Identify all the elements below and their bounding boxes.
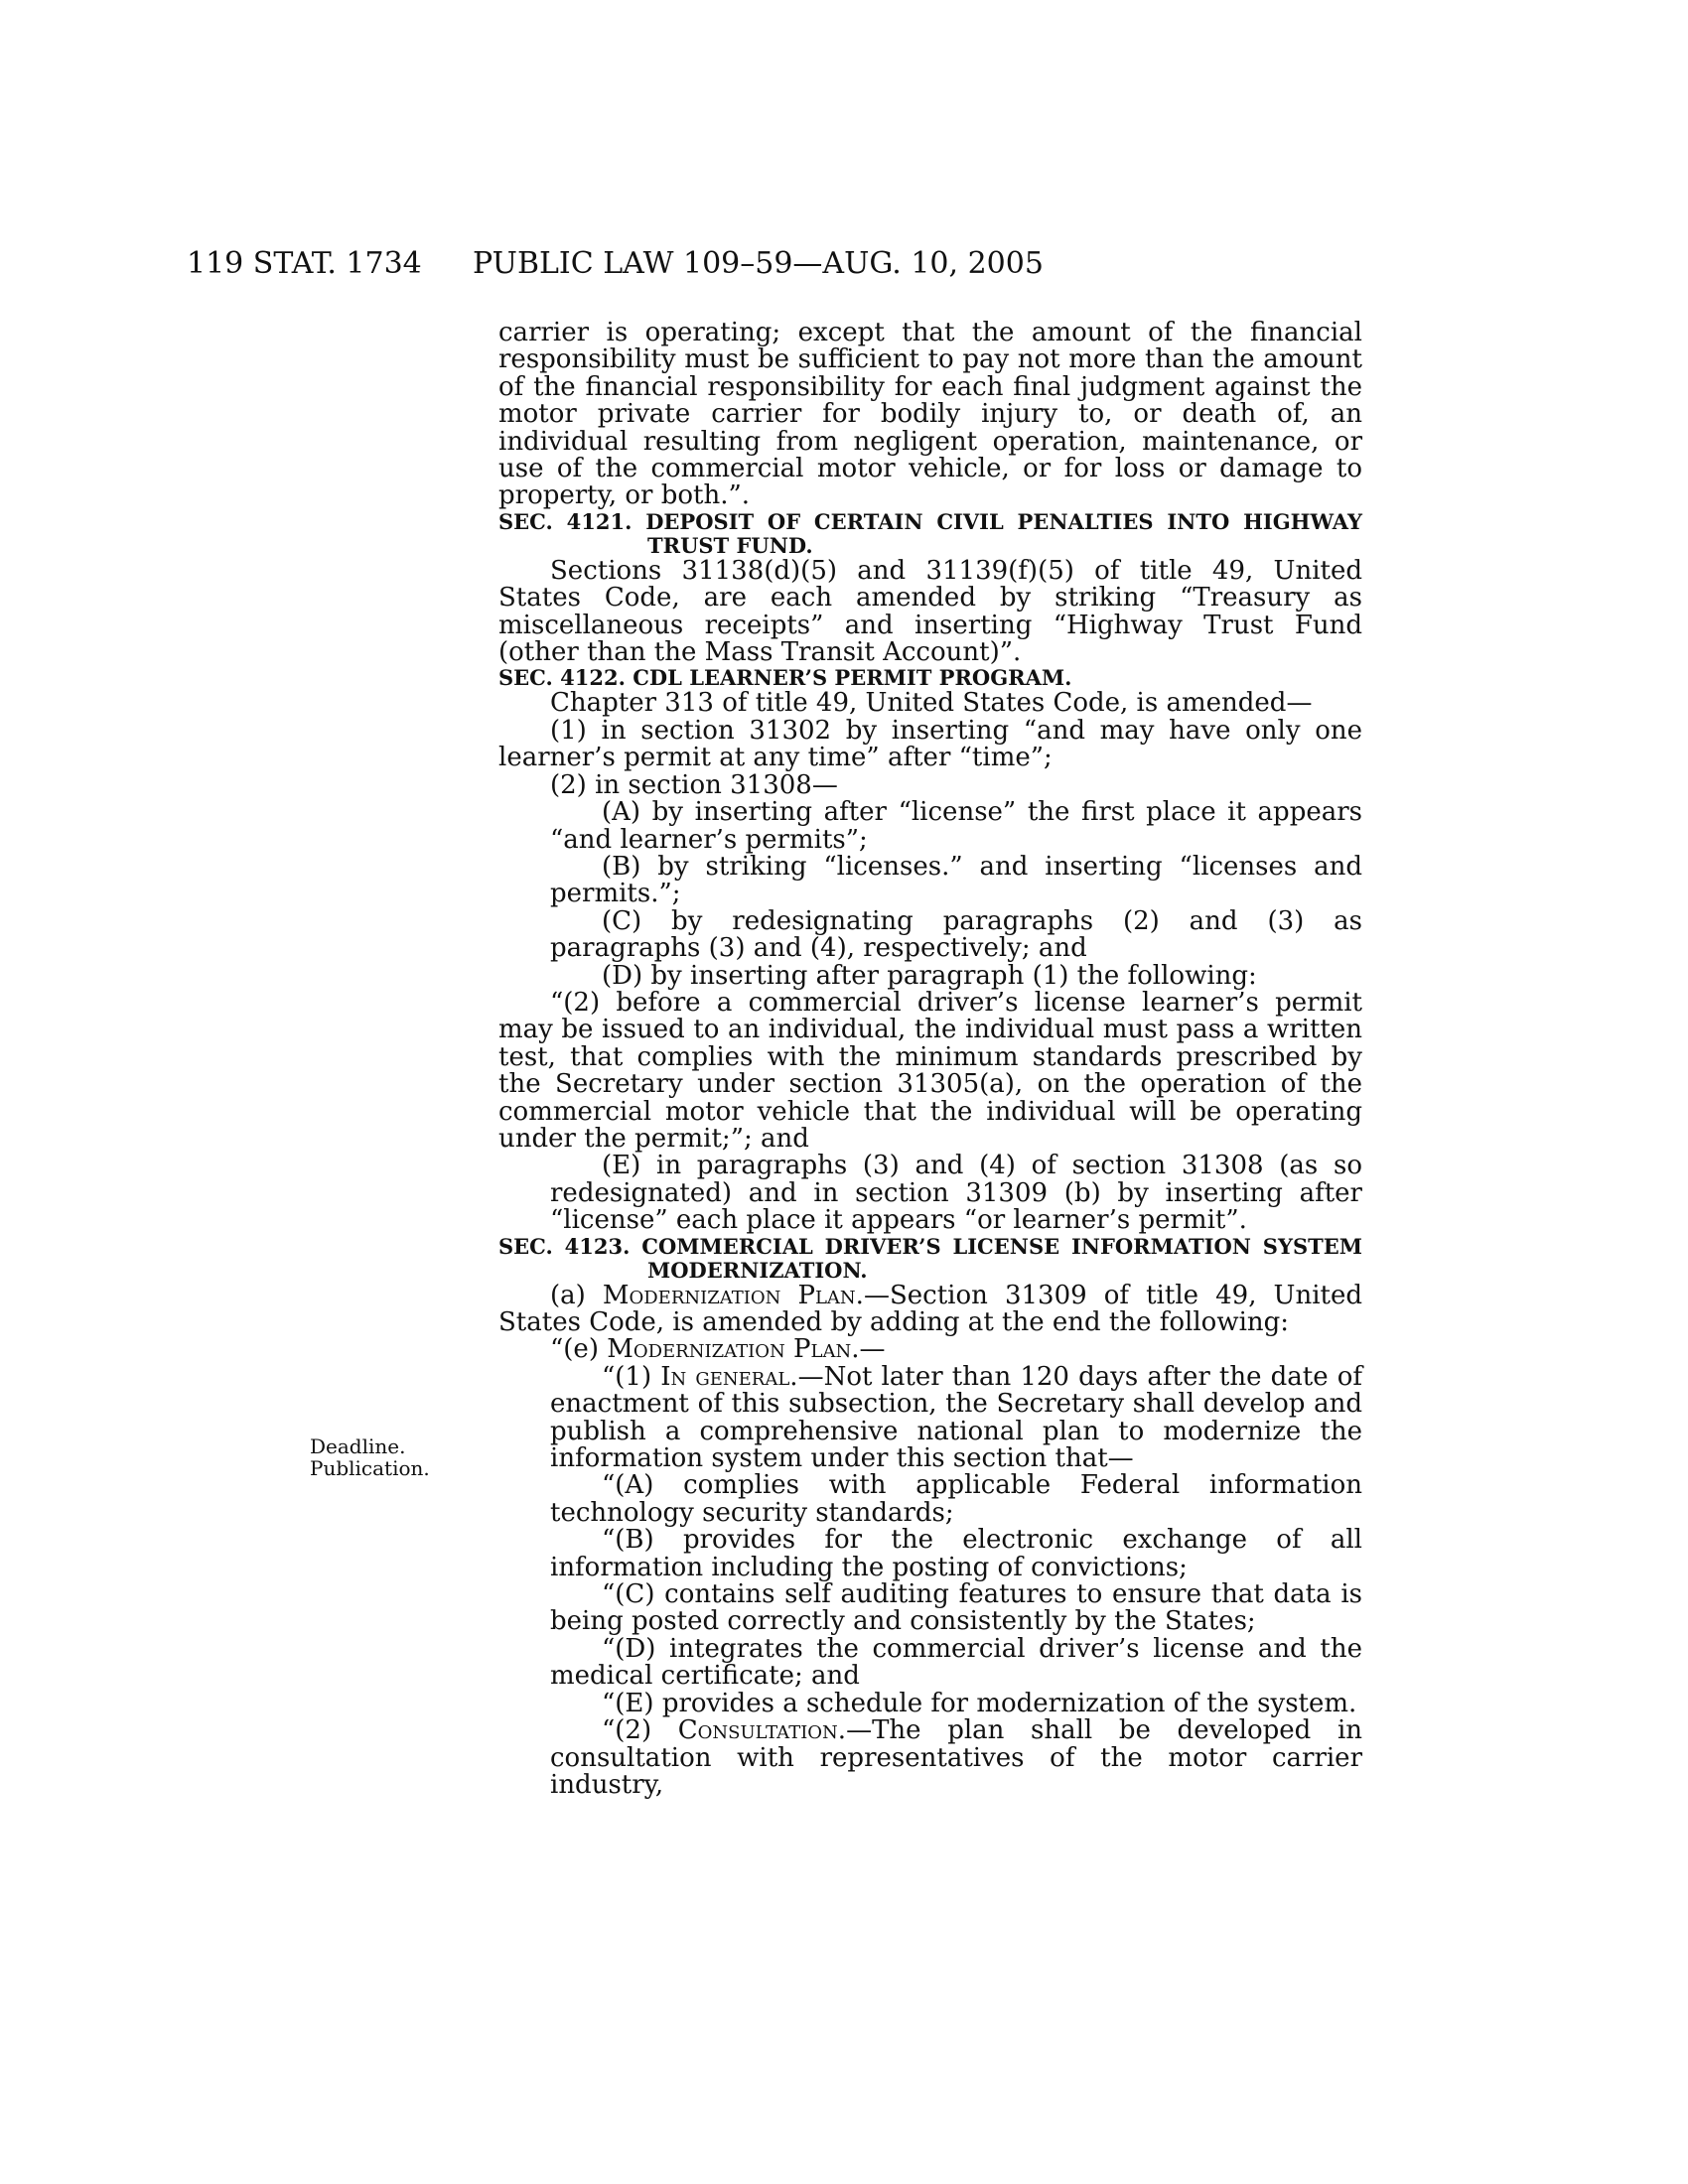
statute-page-number: 119 STAT. 1734	[187, 246, 422, 281]
margin-note-publication: Publication.	[310, 1456, 430, 1480]
margin-note-deadline: Deadline.	[310, 1434, 406, 1458]
section-4122-subpara-e: (E) in paragraphs (3) and (4) of section 31308 (as so redesignated) and in section 31309 (b) by inserting after “license” each place it appears “or learner’s permit”.	[550, 1151, 1362, 1236]
section-heading-4123: SEC. 4123. COMMERCIAL DRIVER’S LICENSE INFORMATION SYSTEM MODERNIZATION.	[498, 1233, 1362, 1283]
section-4122-subpara-d: (D) by inserting after paragraph (1) the following:	[602, 960, 1257, 991]
section-4122-para-2: (2) in section 31308—	[550, 769, 838, 800]
section-heading-4121: SEC. 4121. DEPOSIT OF CERTAIN CIVIL PENALTIES INTO HIGHWAY TRUST FUND.	[498, 508, 1362, 558]
section-4123-subpara-e: “(E) provides a schedule for modernization of the system.	[602, 1688, 1357, 1718]
section-4123-subpara-d: “(D) integrates the commercial driver’s license and the medical certificate; and	[550, 1633, 1362, 1692]
carryover-paragraph: carrier is operating; except that the amount of the financial responsibility must be sufficient to pay not more than the amount of the financial responsibility for each final judgment against the motor private carrier for bodily injury to, or death of, an individual resulting from negligent operation, maintenance, or use of the commercial motor vehicle, or for loss or damage to property, or both.”.	[498, 318, 1362, 511]
section-4123-subsection-a: (a) Modernization Plan.—Section 31309 of title 49, United States Code, is amended by adding at the end the following:	[498, 1280, 1362, 1337]
section-4123-subpara-b: “(B) provides for the electronic exchange of all information including the posting of convictions;	[550, 1525, 1362, 1582]
para-2-heading: Consultation.	[677, 1715, 847, 1746]
section-4122-intro: Chapter 313 of title 49, United States Code, is amended—	[550, 688, 1313, 719]
section-4121-text: Sections 31138(d)(5) and 31139(f)(5) of title 49, United States Code, are each amended by striking “Treasury as miscellaneous receipts” and inserting “Highway Trust Fund (other than the Mass Transit Account)”.	[498, 555, 1362, 668]
subsection-a-text: —Section 31309 of title 49, United States Code, is amended by adding at the end the following:	[498, 1280, 1362, 1337]
section-4123-subpara-a: “(A) complies with applicable Federal information technology security standards;	[550, 1470, 1362, 1528]
section-4122-subpara-b: (B) by striking “licenses.” and inserting “licenses and permits.”;	[550, 851, 1362, 909]
section-4123-quoted-subsection-e: “(e) Modernization Plan.—	[550, 1334, 886, 1365]
section-4122-subpara-c: (C) by redesignating paragraphs (2) and (3) as paragraphs (3) and (4), respectively; and	[550, 905, 1362, 964]
margin-notes	[310, 1435, 430, 1479]
public-law-citation: PUBLIC LAW 109–59—AUG. 10, 2005	[473, 246, 1044, 281]
section-4122-quoted-text: “(2) before a commercial driver’s license learner’s permit may be issued to an individual, the individual must pass a written test, that complies with the minimum standards prescribed by the Secretary under section 31305(a), on the operation of the commercial motor vehicle that the individual will be operating under the permit;”; and	[498, 987, 1362, 1154]
para-1-heading: In general.	[660, 1361, 798, 1392]
running-header	[187, 246, 1219, 286]
section-4123-subpara-c: “(C) contains self auditing features to ensure that data is being posted correctly and consistently by the States;	[550, 1579, 1362, 1637]
subsection-e-heading: Modernization Plan.	[607, 1334, 860, 1365]
subsection-a-heading: Modernization Plan.	[602, 1280, 864, 1310]
para-2-text: —The plan shall be developed in consultation with representatives of the motor carrier industry,	[550, 1715, 1363, 1800]
section-heading-4122: SEC. 4122. CDL LEARNER’S PERMIT PROGRAM.	[498, 665, 1072, 691]
section-4123-para-1: “(1) In general.—Not later than 120 days after the date of enactment of this subsection, the Secretary shall develop and publish a comprehensive national plan to modernize the information system under this section that—	[550, 1361, 1362, 1474]
text-column	[498, 320, 1362, 1799]
para-1-text: —Not later than 120 days after the date of enactment of this subsection, the Secretary shall develop and publish a comprehensive national plan to modernize the information system under this section that—	[550, 1361, 1362, 1474]
section-4122-para-1: (1) in section 31302 by inserting “and may have only one learner’s permit at any time” after “time”;	[498, 715, 1362, 773]
section-4122-subpara-a: (A) by inserting after “license” the first place it appears “and learner’s permits”;	[550, 797, 1362, 855]
section-4123-para-2: “(2) Consultation.—The plan shall be developed in consultation with representatives of the motor carrier industry,	[550, 1715, 1363, 1800]
